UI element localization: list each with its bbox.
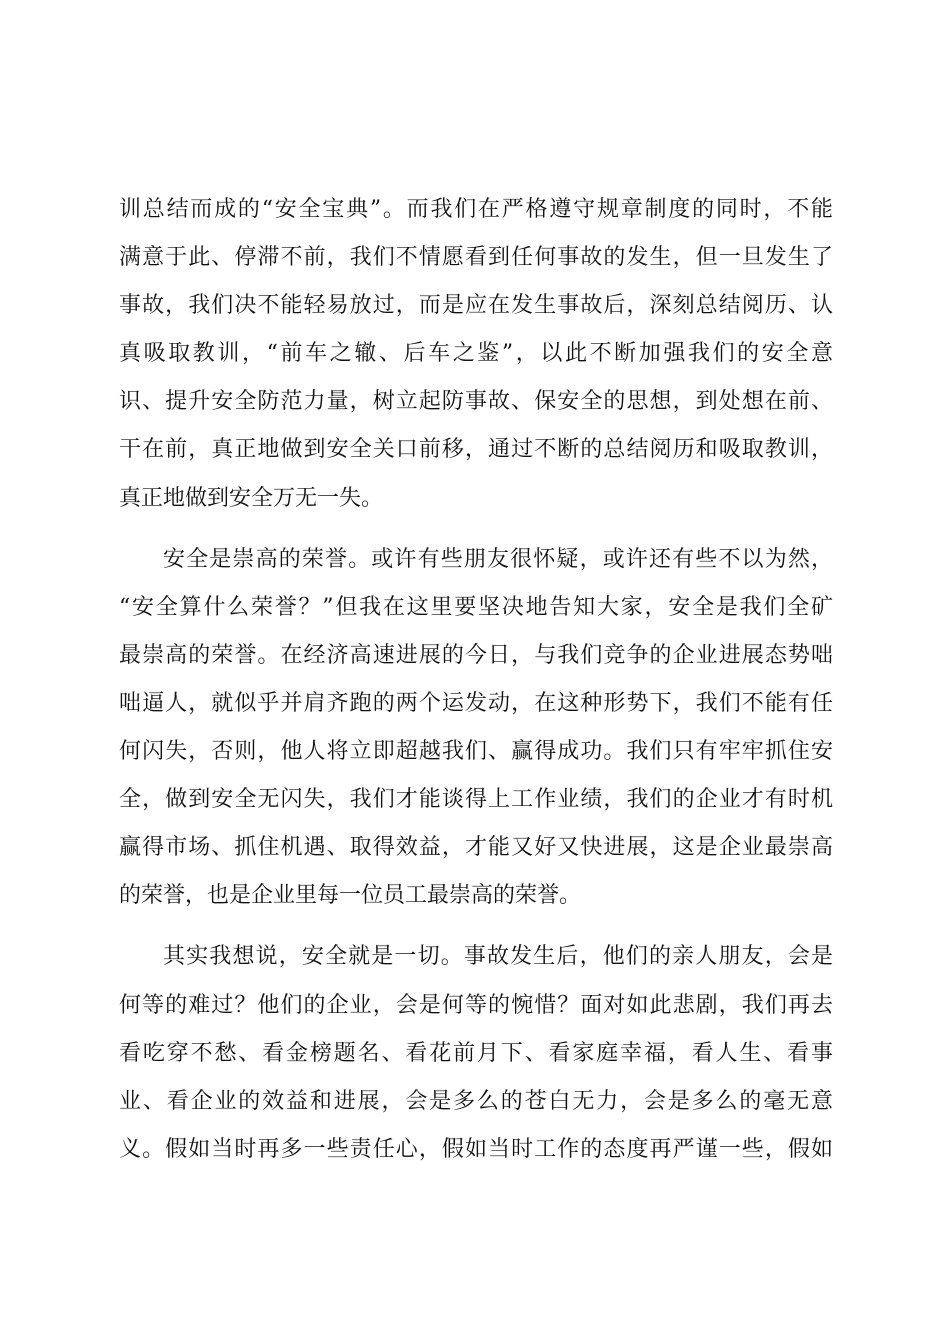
text-line: 安全是崇高的荣誉。或许有些朋友很怀疑，或许还有些不以为然， bbox=[163, 546, 833, 572]
text-line: 义。假如当时再多一些责任心，假如当时工作的态度再严谨一些，假如 bbox=[119, 1136, 833, 1162]
paragraph-1 bbox=[119, 186, 833, 523]
paragraph-2 bbox=[119, 536, 833, 921]
text-line: 的荣誉，也是企业里每一位员工最崇高的荣誉。 bbox=[119, 883, 582, 909]
paragraph-3 bbox=[119, 933, 833, 1173]
text-line: 何闪失，否则，他人将立即超越我们、赢得成功。我们只有牢牢抓住安 bbox=[119, 739, 833, 765]
text-line: 何等的难过？他们的企业，会是何等的惋惜？面对如此悲剧，我们再去 bbox=[119, 992, 833, 1018]
text-line: 全，做到安全无闪失，我们才能谈得上工作业绩，我们的企业才有时机 bbox=[119, 787, 833, 813]
text-line: 事故，我们决不能轻易放过，而是应在发生事故后，深刻总结阅历、认 bbox=[119, 293, 833, 319]
text-line: 业、看企业的效益和进展，会是多么的苍白无力，会是多么的毫无意 bbox=[119, 1088, 833, 1114]
paragraph-spacer bbox=[119, 920, 833, 933]
text-line: 赢得市场、抓住机遇、取得效益，才能又好又快进展，这是企业最崇高 bbox=[119, 835, 833, 861]
text-line: 满意于此、停滞不前，我们不情愿看到任何事故的发生，但一旦发生了 bbox=[119, 245, 833, 271]
text-line: 最崇高的荣誉。在经济高速进展的今日，与我们竞争的企业进展态势咄 bbox=[119, 642, 833, 668]
text-line: 真正地做到安全万无一失。 bbox=[119, 485, 384, 511]
text-line: 训总结而成的“安全宝典”。而我们在严格遵守规章制度的同时，不能 bbox=[119, 197, 833, 222]
text-line: 识、提升安全防范力量，树立起防事故、保安全的思想，到处想在前、 bbox=[119, 389, 833, 415]
paragraph-spacer bbox=[119, 523, 833, 536]
text-line: 其实我想说，安全就是一切。事故发生后，他们的亲人朋友，会是 bbox=[163, 944, 833, 970]
text-line: 干在前，真正地做到安全关口前移，通过不断的总结阅历和吸取教训， bbox=[119, 437, 833, 463]
text-line: 咄逼人，就似乎并肩齐跑的两个运发动，在这种形势下，我们不能有任 bbox=[119, 690, 833, 716]
text-line: 看吃穿不愁、看金榜题名、看花前月下、看家庭幸福，看人生、看事 bbox=[119, 1040, 833, 1066]
text-line: “安全算什么荣誉？”但我在这里要坚决地告知大家，安全是我们全矿 bbox=[119, 594, 833, 620]
text-line: 真吸取教训，“前车之辙、后车之鉴”，以此不断加强我们的安全意 bbox=[119, 341, 833, 367]
body-text bbox=[119, 186, 833, 1174]
